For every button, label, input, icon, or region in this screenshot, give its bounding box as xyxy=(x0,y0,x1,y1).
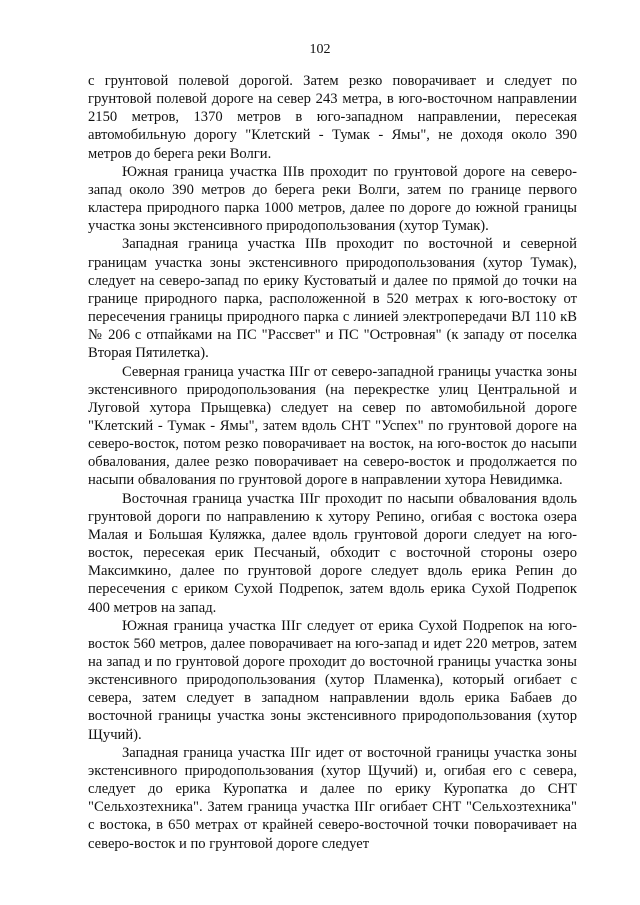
paragraph-south-boundary-3v: Южная граница участка IIIв проходит по грунтовой дороге на северо-запад около 390 метров до берега реки Волги, затем по границе первого кластера природного парка 1000 метров, далее по дороге до южной границы участка зоны экстенсивного природопользования (хутор Тумак). xyxy=(88,163,577,235)
paragraph-continuation: с грунтовой полевой дорогой. Затем резко поворачивает и следует по грунтовой полевой дороге на север 243 метра, в юго-восточном направлении 2150 метров, 1370 метров в юго-западном направлении, пересекая автомобильную дорогу "Клетский - Тумак - Ямы", не доходя около 390 метров до берега реки Волги. xyxy=(88,73,577,162)
paragraph-west-boundary-3g: Западная граница участка IIIг идет от восточной границы участка зоны экстенсивного природопользования (хутор Щучий) и, огибая его с севера, следует до ерика Куропатка и далее по ерику Куропатка до СНТ "Сельхозтехника". Затем граница участка IIIг огибает СНТ "Сельхозтехника" с востока, в 650 метрах от крайней северо-восточной точки поворачивает на северо-восток и по грунтовой дороге следует xyxy=(88,744,577,852)
paragraph-south-boundary-3g: Южная граница участка IIIг следует от ерика Сухой Подрепок на юго-восток 560 метров, далее поворачивает на юго-запад и идет 220 метров, затем на запад и по грунтовой дороге проходит до восточной границы участка зоны экстенсивного природопользования (хутор Пламенка), который огибает с севера, затем следует в западном направлении вдоль ерика Бабаев до восточной границы участка зоны экстенсивного природопользования (хутор Щучий). xyxy=(88,617,577,743)
paragraph-north-boundary-3g: Северная граница участка IIIг от северо-западной границы участка зоны экстенсивного природопользования (на перекрестке улиц Центральной и Луговой хутора Прыщевка) следует на север по автомобильной дороге "Клетский - Тумак - Ямы", затем вдоль СНТ "Успех" по грунтовой дороге на северо-восток, потом резко поворачивает на восток, на юго-восток до насыпи обвалования, далее резко поворачивает на северо-восток и продолжается по насыпи обвалования по грунтовой дороге в направлении хутора Невидимка. xyxy=(88,363,577,489)
paragraph-west-boundary-3v: Западная граница участка IIIв проходит по восточной и северной границам участка зоны экстенсивного природопользования (хутор Тумак), следует на северо-запад по ерику Кустоватый и далее по прямой до точки на границе природного парка, расположенной в 520 метрах к юго-востоку от пересечения границы природного парка с линией электропередачи ВЛ 110 кВ № 206 с отпайками на ПС "Рассвет" и ПС "Островная" (к западу от поселка Вторая Пятилетка). xyxy=(88,236,577,362)
paragraph-east-boundary-3g: Восточная граница участка IIIг проходит по насыпи обвалования вдоль грунтовой дороги по направлению к хутору Репино, огибая с востока озера Малая и Большая Куляжка, далее вдоль грунтовой дороги следует на юго-восток, пересекая ерик Песчаный, обходит с восточной стороны озеро Максимкино, далее по грунтовой дороге следует вдоль ерика Репин до пересечения с ериком Сухой Подрепок, затем вдоль ерика Сухой Подрепок 400 метров на запад. xyxy=(88,490,577,616)
document-body xyxy=(88,72,577,853)
page-number: 102 xyxy=(309,42,331,57)
